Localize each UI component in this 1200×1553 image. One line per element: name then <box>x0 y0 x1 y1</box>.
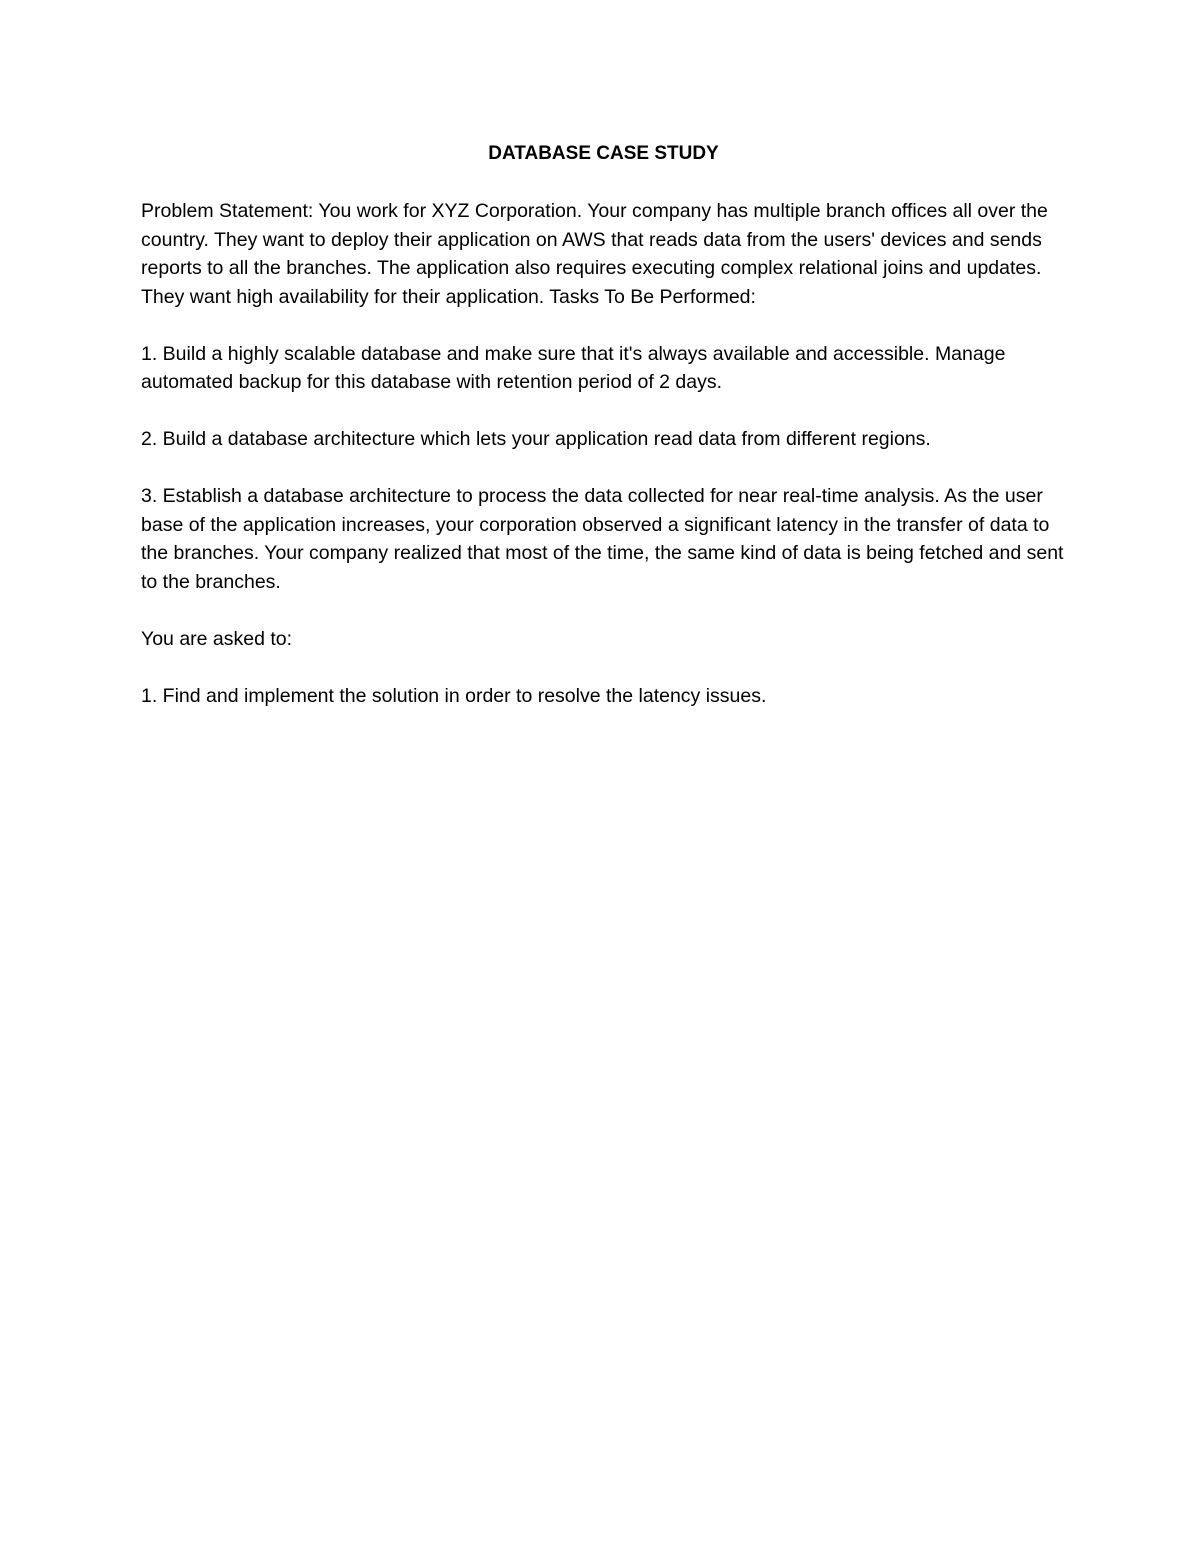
task-item-1: 1. Build a highly scalable database and make sure that it's always available and accessible. Manage automated backup for this database with retention period of 2 days. <box>141 342 1006 393</box>
spacer <box>141 168 1066 197</box>
spacer <box>141 397 1066 426</box>
problem-statement: Problem Statement: You work for XYZ Corporation. Your company has multiple branch offices all over the country. They want to deploy their application on AWS that reads data from the users' devices and sends reports to all the branches. The application also requires executing complex relational joins and updates. They want high availability for their application. Tasks To Be Performed: <box>141 200 1048 308</box>
spacer <box>141 311 1066 340</box>
spacer <box>141 596 1066 625</box>
spacer <box>141 653 1066 682</box>
asked-item-1: 1. Find and implement the solution in order to resolve the latency issues. <box>141 684 767 707</box>
task-item-3: 3. Establish a database architecture to process the data collected for near real-time analysis. As the user base of the application increases, your corporation observed a significant latency in the transfer of data to the branches. Your company realized that most of the time, the same kind of data is being fetched and sent to the branches. <box>141 485 1064 593</box>
spacer <box>141 454 1066 483</box>
document-body <box>141 140 1066 710</box>
document-title: DATABASE CASE STUDY <box>488 143 719 164</box>
asked-intro: You are asked to: <box>141 627 293 650</box>
task-item-2: 2. Build a database architecture which lets your application read data from different regions. <box>141 428 931 450</box>
